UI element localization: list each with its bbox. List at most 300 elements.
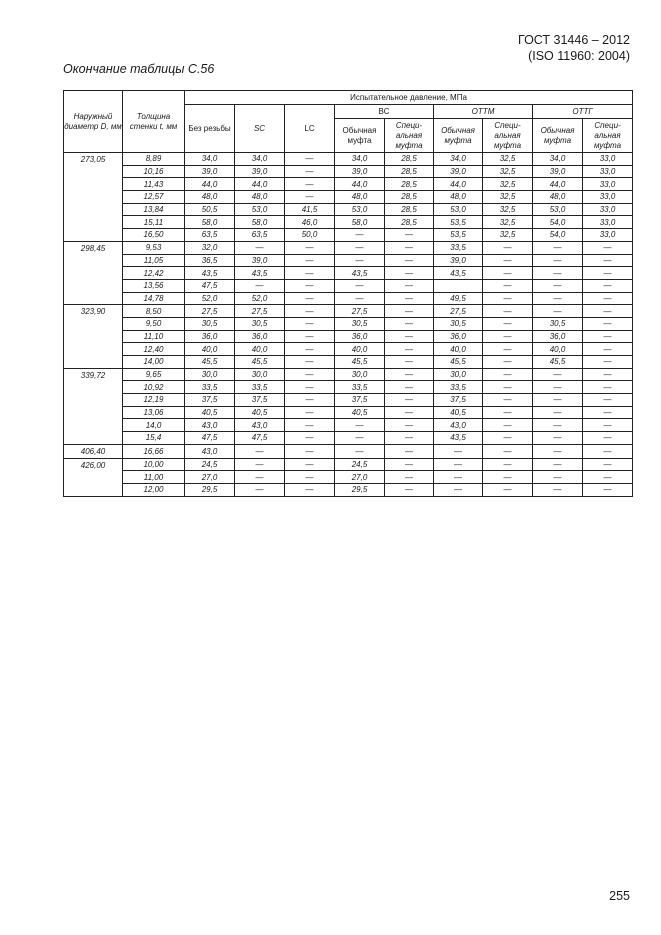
pressure-cell: — — [385, 406, 434, 419]
pressure-cell: 41,5 — [285, 203, 335, 216]
pressure-cell: 27,5 — [335, 305, 385, 318]
header-group-ottm: ОТТМ — [434, 105, 533, 119]
pressure-cell: — — [285, 292, 335, 305]
pressure-cell: 39,0 — [335, 165, 385, 178]
pressure-cell: 28,5 — [385, 178, 434, 191]
pressure-cell: 50,0 — [285, 229, 335, 242]
pressure-cell: 30,0 — [185, 368, 235, 381]
pressure-cell: — — [285, 305, 335, 318]
pressure-cell: — — [385, 330, 434, 343]
table-row — [64, 229, 633, 242]
pressure-cell: — — [385, 483, 434, 496]
pressure-cell: 33,0 — [583, 203, 633, 216]
table-row — [64, 305, 633, 318]
pressure-cell: 53,0 — [235, 203, 285, 216]
pressure-cell: — — [335, 419, 385, 432]
pressure-cell: — — [583, 317, 633, 330]
pressure-cell: 32,5 — [483, 178, 533, 191]
pressure-cell: 40,5 — [235, 406, 285, 419]
pressure-cell: 43,0 — [185, 444, 235, 458]
pressure-cell: 52,0 — [185, 292, 235, 305]
pressure-cell: 34,0 — [185, 153, 235, 166]
pressure-cell: — — [385, 419, 434, 432]
pressure-cell: — — [583, 368, 633, 381]
table-row — [64, 267, 633, 280]
pressure-cell: — — [285, 394, 335, 407]
pressure-cell: — — [533, 483, 583, 496]
header-group-ottg: ОТТГ — [533, 105, 633, 119]
pressure-cell: — — [285, 368, 335, 381]
table-row — [64, 458, 633, 471]
pressure-cell: — — [285, 419, 335, 432]
table-row — [64, 343, 633, 356]
pressure-cell: 36,5 — [185, 254, 235, 267]
pressure-cell: 30,0 — [235, 368, 285, 381]
pressure-cell: 33,0 — [583, 165, 633, 178]
table-row — [64, 178, 633, 191]
pressure-cell: — — [285, 483, 335, 496]
pressure-cell: 40,0 — [335, 343, 385, 356]
pressure-cell: — — [483, 292, 533, 305]
table-row — [64, 406, 633, 419]
pressure-cell: — — [583, 267, 633, 280]
pressure-cell: 45,5 — [185, 356, 235, 369]
pressure-cell: — — [385, 471, 434, 484]
pressure-cell: 32,5 — [483, 165, 533, 178]
pressure-cell: — — [285, 343, 335, 356]
pressure-cell: 48,0 — [185, 191, 235, 204]
pressure-cell: — — [483, 305, 533, 318]
header-test-pressure: Испытательное давление, МПа — [185, 91, 633, 105]
pressure-cell: 29,5 — [335, 483, 385, 496]
pressure-cell: — — [235, 444, 285, 458]
wall-thickness-cell: 11,05 — [123, 254, 185, 267]
pressure-cell — [434, 279, 483, 292]
pressure-cell: 37,5 — [235, 394, 285, 407]
pressure-cell: — — [533, 444, 583, 458]
pressure-cell: — — [533, 432, 583, 445]
pressure-cell: 40,0 — [185, 343, 235, 356]
pressure-cell: 28,5 — [385, 203, 434, 216]
pressure-cell: — — [235, 241, 285, 254]
wall-thickness-cell: 14,00 — [123, 356, 185, 369]
pressure-cell: — — [434, 483, 483, 496]
pressure-cell: 33,0 — [583, 191, 633, 204]
pressure-cell: — — [483, 368, 533, 381]
pressure-cell: 40,0 — [235, 343, 285, 356]
pressure-cell: — — [385, 458, 434, 471]
pressure-cell: 39,0 — [185, 165, 235, 178]
pressure-cell: — — [533, 241, 583, 254]
pressure-cell: — — [483, 394, 533, 407]
pressure-cell: — — [434, 444, 483, 458]
pressure-cell: — — [385, 267, 434, 280]
pressure-cell: — — [533, 267, 583, 280]
pressure-cell: — — [285, 279, 335, 292]
pressure-cell: 43,0 — [185, 419, 235, 432]
pressure-cell: — — [583, 444, 633, 458]
pressure-cell: — — [583, 406, 633, 419]
iso-reference: (ISO 11960: 2004) — [528, 49, 630, 63]
pressure-cell: 40,0 — [533, 343, 583, 356]
pressure-cell: 46,0 — [285, 216, 335, 229]
wall-thickness-cell: 9,50 — [123, 317, 185, 330]
pressure-cell: 30,5 — [335, 317, 385, 330]
pressure-cell: 24,5 — [185, 458, 235, 471]
pressure-cell: 54,0 — [533, 216, 583, 229]
pressure-cell: — — [385, 368, 434, 381]
wall-thickness-cell: 15,11 — [123, 216, 185, 229]
pressure-cell: 28,5 — [385, 165, 434, 178]
pressure-cell: — — [235, 471, 285, 484]
wall-thickness-cell: 11,00 — [123, 471, 185, 484]
pressure-cell: — — [385, 394, 434, 407]
table-row — [64, 381, 633, 394]
test-pressure-table — [63, 90, 633, 497]
header-no-thread: Без резьбы — [185, 105, 235, 153]
outer-diameter-cell: 323,90 — [64, 305, 123, 368]
table-body — [64, 153, 633, 497]
pressure-cell: 47,5 — [235, 432, 285, 445]
pressure-cell: 43,5 — [434, 267, 483, 280]
pressure-cell: — — [335, 444, 385, 458]
pressure-cell: — — [483, 356, 533, 369]
pressure-cell: — — [483, 279, 533, 292]
wall-thickness-cell: 16,66 — [123, 444, 185, 458]
pressure-cell: 39,0 — [434, 165, 483, 178]
pressure-cell: — — [285, 165, 335, 178]
pressure-cell: — — [483, 444, 533, 458]
pressure-cell: — — [483, 241, 533, 254]
table-row — [64, 203, 633, 216]
wall-thickness-cell: 12,19 — [123, 394, 185, 407]
pressure-cell: 30,0 — [434, 368, 483, 381]
pressure-cell: — — [583, 330, 633, 343]
table-row — [64, 330, 633, 343]
pressure-cell: — — [583, 254, 633, 267]
wall-thickness-cell: 13,06 — [123, 406, 185, 419]
pressure-cell: — — [583, 279, 633, 292]
outer-diameter-cell: 273,05 — [64, 153, 123, 242]
pressure-cell: — — [583, 432, 633, 445]
pressure-cell: 43,5 — [335, 267, 385, 280]
pressure-cell: — — [385, 444, 434, 458]
pressure-cell: — — [583, 305, 633, 318]
pressure-cell: 30,5 — [185, 317, 235, 330]
pressure-cell: 54,0 — [533, 229, 583, 242]
pressure-cell: — — [533, 394, 583, 407]
pressure-cell: 32,5 — [483, 229, 533, 242]
pressure-cell: 32,5 — [483, 153, 533, 166]
header-outer-diameter: Наружный диаметр D, мм — [64, 91, 123, 153]
pressure-cell: — — [583, 343, 633, 356]
table-row — [64, 471, 633, 484]
pressure-cell: 47,5 — [185, 432, 235, 445]
pressure-cell: 58,0 — [235, 216, 285, 229]
pressure-cell: — — [285, 356, 335, 369]
pressure-cell: — — [335, 292, 385, 305]
pressure-cell: 28,5 — [385, 216, 434, 229]
outer-diameter-cell: 339,72 — [64, 368, 123, 444]
table-row — [64, 165, 633, 178]
pressure-cell: 45,5 — [235, 356, 285, 369]
pressure-cell: — — [533, 458, 583, 471]
pressure-cell: — — [483, 267, 533, 280]
pressure-cell: 53,0 — [335, 203, 385, 216]
pressure-cell: — — [385, 229, 434, 242]
pressure-cell: 53,5 — [434, 229, 483, 242]
pressure-cell: 40,5 — [434, 406, 483, 419]
standard-designation — [518, 32, 630, 64]
pressure-cell: 32,5 — [483, 191, 533, 204]
pressure-cell: — — [533, 406, 583, 419]
pressure-cell: — — [583, 471, 633, 484]
table-caption: Окончание таблицы С.56 — [63, 62, 215, 76]
wall-thickness-cell: 11,10 — [123, 330, 185, 343]
wall-thickness-cell: 9,53 — [123, 241, 185, 254]
pressure-cell: — — [385, 292, 434, 305]
pressure-cell: — — [483, 458, 533, 471]
wall-thickness-cell: 10,00 — [123, 458, 185, 471]
pressure-cell: 40,5 — [185, 406, 235, 419]
pressure-cell: — — [385, 381, 434, 394]
pressure-cell: 37,5 — [185, 394, 235, 407]
pressure-cell: — — [335, 254, 385, 267]
wall-thickness-cell: 14,0 — [123, 419, 185, 432]
pressure-cell: 49,5 — [434, 292, 483, 305]
standard-number: ГОСТ 31446 – 2012 — [518, 33, 630, 47]
pressure-cell: 33,0 — [583, 216, 633, 229]
pressure-cell: — — [483, 343, 533, 356]
pressure-cell: 27,5 — [235, 305, 285, 318]
pressure-cell: — — [483, 471, 533, 484]
pressure-cell: — — [285, 381, 335, 394]
pressure-cell: — — [385, 317, 434, 330]
table-row — [64, 254, 633, 267]
table-row — [64, 419, 633, 432]
outer-diameter-cell: 298,45 — [64, 241, 123, 304]
pressure-cell: 48,0 — [533, 191, 583, 204]
pressure-cell: — — [285, 406, 335, 419]
pressure-cell: 33,5 — [235, 381, 285, 394]
pressure-cell: — — [285, 444, 335, 458]
pressure-cell: 39,0 — [533, 165, 583, 178]
wall-thickness-cell: 16,50 — [123, 229, 185, 242]
pressure-cell: 36,0 — [185, 330, 235, 343]
pressure-cell: 48,0 — [335, 191, 385, 204]
header-ottm-special: Специ- альная муфта — [483, 119, 533, 153]
pressure-cell: — — [335, 229, 385, 242]
pressure-cell: 32,0 — [185, 241, 235, 254]
pressure-cell: — — [285, 471, 335, 484]
pressure-cell: 37,5 — [335, 394, 385, 407]
pressure-cell: — — [385, 432, 434, 445]
pressure-cell: — — [235, 279, 285, 292]
table-row — [64, 432, 633, 445]
pressure-cell: — — [583, 458, 633, 471]
pressure-cell: — — [483, 317, 533, 330]
pressure-cell: 44,0 — [235, 178, 285, 191]
pressure-cell: — — [483, 419, 533, 432]
pressure-cell: 52,0 — [235, 292, 285, 305]
pressure-cell: 33,5 — [185, 381, 235, 394]
pressure-cell: 58,0 — [185, 216, 235, 229]
pressure-cell: — — [285, 153, 335, 166]
pressure-cell: — — [583, 381, 633, 394]
pressure-cell: 44,0 — [533, 178, 583, 191]
pressure-cell: — — [285, 458, 335, 471]
table-row — [64, 292, 633, 305]
pressure-cell: 45,5 — [434, 356, 483, 369]
pressure-cell: 63,5 — [235, 229, 285, 242]
pressure-cell: — — [285, 267, 335, 280]
header-bc-regular: Обычная муфта — [335, 119, 385, 153]
pressure-cell: — — [583, 394, 633, 407]
pressure-cell: 32,5 — [483, 203, 533, 216]
pressure-cell: — — [583, 241, 633, 254]
pressure-cell: 47,5 — [185, 279, 235, 292]
pressure-cell: — — [483, 381, 533, 394]
pressure-cell: 34,0 — [434, 153, 483, 166]
pressure-cell: 33,0 — [583, 153, 633, 166]
pressure-cell: — — [235, 458, 285, 471]
pressure-cell: 43,0 — [235, 419, 285, 432]
table-row — [64, 368, 633, 381]
pressure-cell: 33,0 — [583, 229, 633, 242]
pressure-cell: — — [285, 178, 335, 191]
pressure-cell: — — [335, 432, 385, 445]
table-row — [64, 444, 633, 458]
pressure-cell: — — [483, 483, 533, 496]
pressure-cell: 45,5 — [335, 356, 385, 369]
pressure-cell: — — [385, 343, 434, 356]
pressure-cell: 36,0 — [533, 330, 583, 343]
pressure-cell: 27,5 — [185, 305, 235, 318]
pressure-cell: — — [533, 292, 583, 305]
pressure-cell: 48,0 — [434, 191, 483, 204]
pressure-cell: 37,5 — [434, 394, 483, 407]
pressure-cell: 40,5 — [335, 406, 385, 419]
table-row — [64, 483, 633, 496]
pressure-cell: 30,5 — [434, 317, 483, 330]
wall-thickness-cell: 12,42 — [123, 267, 185, 280]
pressure-cell: — — [434, 458, 483, 471]
page-number: 255 — [609, 889, 630, 903]
pressure-cell: 39,0 — [434, 254, 483, 267]
wall-thickness-cell: 13,84 — [123, 203, 185, 216]
wall-thickness-cell: 15,4 — [123, 432, 185, 445]
pressure-cell: 63,5 — [185, 229, 235, 242]
pressure-cell: 27,5 — [434, 305, 483, 318]
table-row — [64, 279, 633, 292]
pressure-cell: 50,5 — [185, 203, 235, 216]
wall-thickness-cell: 14,78 — [123, 292, 185, 305]
wall-thickness-cell: 11,43 — [123, 178, 185, 191]
pressure-cell: 33,5 — [335, 381, 385, 394]
pressure-cell: — — [483, 432, 533, 445]
wall-thickness-cell: 12,57 — [123, 191, 185, 204]
pressure-cell: — — [335, 241, 385, 254]
pressure-cell: — — [385, 254, 434, 267]
pressure-cell: 36,0 — [235, 330, 285, 343]
table-row — [64, 241, 633, 254]
pressure-cell: 53,0 — [434, 203, 483, 216]
pressure-cell: — — [583, 483, 633, 496]
wall-thickness-cell: 12,00 — [123, 483, 185, 496]
pressure-cell: 43,5 — [235, 267, 285, 280]
wall-thickness-cell: 9,65 — [123, 368, 185, 381]
pressure-cell: — — [235, 483, 285, 496]
pressure-cell: 36,0 — [335, 330, 385, 343]
pressure-cell: 33,5 — [434, 241, 483, 254]
pressure-cell: — — [285, 432, 335, 445]
table-row — [64, 356, 633, 369]
pressure-cell: 30,5 — [533, 317, 583, 330]
header-lc: LC — [285, 105, 335, 153]
pressure-cell: — — [285, 317, 335, 330]
pressure-cell: — — [385, 356, 434, 369]
pressure-cell: 43,0 — [434, 419, 483, 432]
wall-thickness-cell: 10,92 — [123, 381, 185, 394]
pressure-cell: 43,5 — [434, 432, 483, 445]
pressure-cell: — — [533, 305, 583, 318]
table-row — [64, 394, 633, 407]
pressure-cell: 34,0 — [235, 153, 285, 166]
pressure-cell: 29,5 — [185, 483, 235, 496]
pressure-cell: — — [533, 381, 583, 394]
header-sc: SC — [235, 105, 285, 153]
wall-thickness-cell: 12,40 — [123, 343, 185, 356]
pressure-cell: — — [533, 419, 583, 432]
pressure-cell: 53,0 — [533, 203, 583, 216]
pressure-cell: — — [434, 471, 483, 484]
header-ottg-special: Специ- альная муфта — [583, 119, 633, 153]
pressure-cell: 34,0 — [533, 153, 583, 166]
pressure-cell: — — [583, 356, 633, 369]
pressure-cell: 39,0 — [235, 165, 285, 178]
pressure-cell: 40,0 — [434, 343, 483, 356]
pressure-cell: 45,5 — [533, 356, 583, 369]
table-row — [64, 317, 633, 330]
header-group-bc: BC — [335, 105, 434, 119]
pressure-cell: 58,0 — [335, 216, 385, 229]
pressure-cell: 44,0 — [434, 178, 483, 191]
table-row — [64, 191, 633, 204]
table-row — [64, 153, 633, 166]
pressure-cell: — — [533, 279, 583, 292]
header-ottg-regular: Обычная муфта — [533, 119, 583, 153]
pressure-cell: — — [285, 241, 335, 254]
header-ottm-regular: Обычная муфта — [434, 119, 483, 153]
pressure-cell: — — [533, 471, 583, 484]
pressure-cell: 48,0 — [235, 191, 285, 204]
table-row — [64, 216, 633, 229]
pressure-cell: — — [583, 419, 633, 432]
pressure-cell: — — [285, 254, 335, 267]
pressure-cell: 39,0 — [235, 254, 285, 267]
pressure-cell: 24,5 — [335, 458, 385, 471]
pressure-cell: 28,5 — [385, 191, 434, 204]
pressure-cell: — — [385, 279, 434, 292]
pressure-cell: — — [483, 254, 533, 267]
pressure-cell: — — [285, 330, 335, 343]
wall-thickness-cell: 8,89 — [123, 153, 185, 166]
pressure-cell: 30,0 — [335, 368, 385, 381]
pressure-cell: 34,0 — [335, 153, 385, 166]
pressure-cell: — — [385, 241, 434, 254]
pressure-cell: 44,0 — [185, 178, 235, 191]
pressure-cell: 43,5 — [185, 267, 235, 280]
